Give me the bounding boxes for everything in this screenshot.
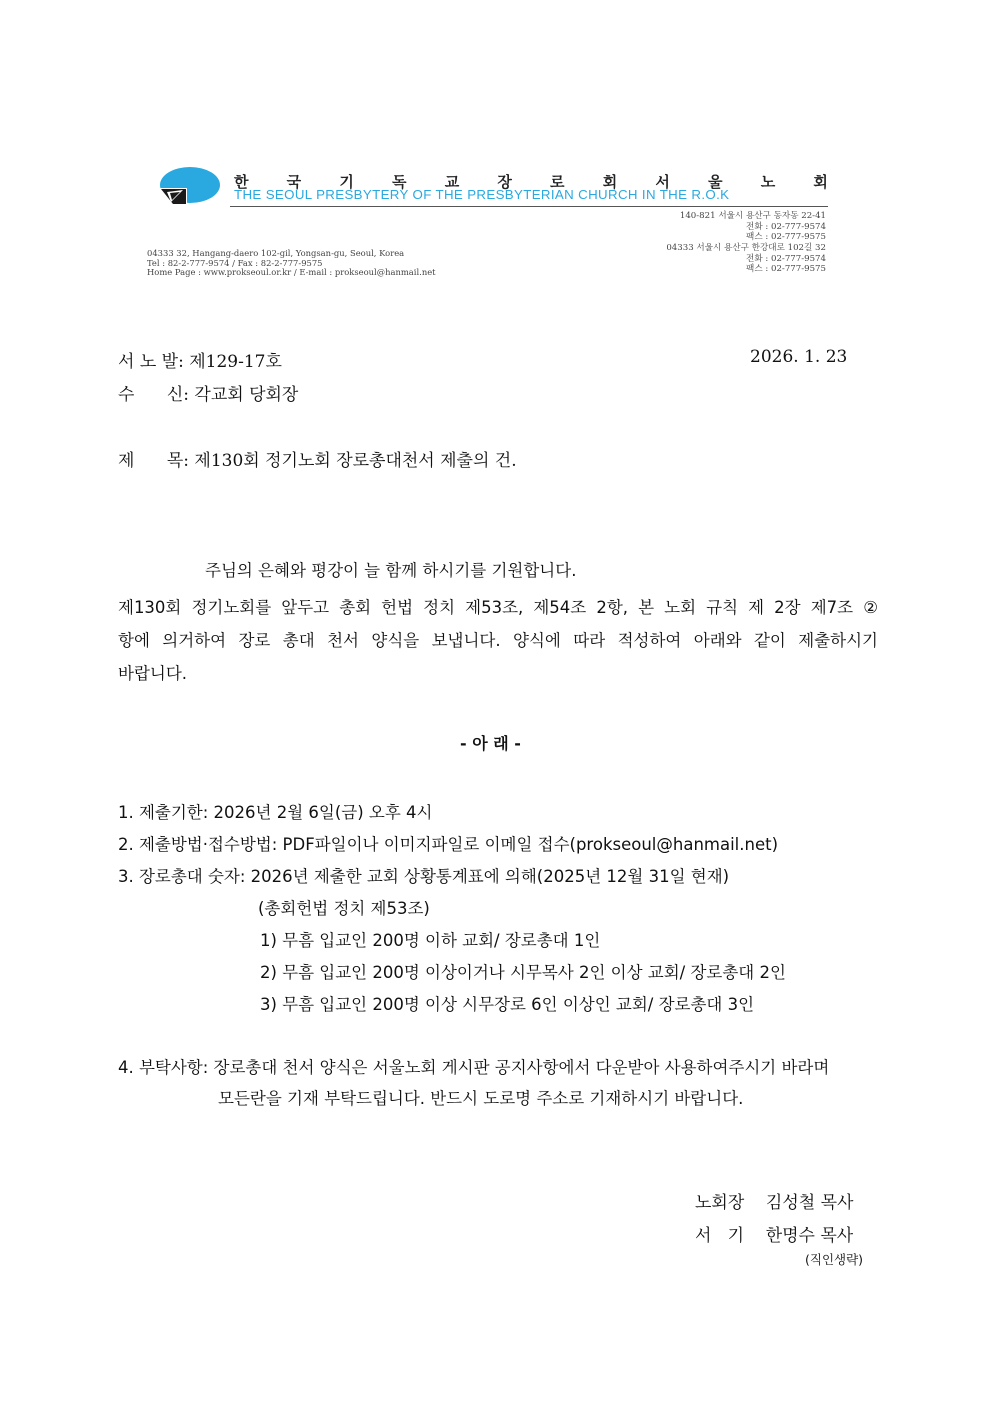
doc-date: 2026. 1. 23	[750, 347, 848, 367]
paragraph-line: 바랍니다.	[118, 664, 188, 683]
greeting: 주님의 은혜와 평강이 늘 함께 하시기를 기원합니다.	[205, 561, 577, 580]
subject-value: 제130회 정기노회 장로총대천서 제출의 건.	[194, 451, 517, 471]
title-char: 울	[708, 173, 723, 191]
presbytery-logo-icon	[157, 166, 221, 206]
subject-label: 제 목:	[118, 451, 189, 471]
title-char: 한	[234, 173, 249, 191]
new-address-block	[666, 243, 826, 275]
moderator-name: 김성철 목사	[765, 1193, 854, 1213]
letterhead-divider	[230, 206, 828, 207]
clerk-name: 한명수 목사	[765, 1226, 854, 1246]
english-address-block	[147, 249, 436, 278]
clerk-title: 서 기	[695, 1226, 745, 1246]
item-deadline: 1. 제출기한: 2026년 2월 6일(금) 오후 4시	[118, 803, 433, 822]
address-line: 04333 32, Hangang-daero 102-gil, Yongsan-gu, Seoul, Korea	[147, 248, 405, 258]
title-char: 교	[444, 173, 460, 191]
subject-row	[118, 446, 517, 471]
recipient-row	[118, 380, 298, 405]
doc-number-value: 제129-17호	[189, 352, 282, 372]
letterhead-title-english: THE SEOUL PRESBYTERY OF THE PRESBYTERIAN CHURCH IN THE R.O.K	[234, 187, 730, 202]
paragraph-line: 제130회 정기노회를 앞두고 총회 헌법 정치 제53조, 제54조 2항, 본 노회 규칙 제 2장 제7조 ②	[118, 598, 878, 617]
constitution-reference: (총회헌법 정치 제53조)	[258, 899, 430, 918]
item-request-line2: 모든란을 기재 부탁드립니다. 반드시 도로명 주소로 기재하시기 바랍니다.	[218, 1089, 744, 1108]
title-char: 로	[550, 173, 565, 191]
title-char: 장	[497, 173, 512, 191]
doc-number-label: 서 노 발:	[118, 352, 184, 372]
signature-clerk	[695, 1221, 853, 1246]
item-submission-method: 2. 제출방법·접수방법: PDF파일이나 이미지파일로 이메일 접수(prokseoul@hanmail.net)	[118, 835, 779, 854]
title-char: 기	[339, 173, 354, 191]
paragraph-line: 항에 의거하여 장로 총대 천서 양식을 보냅니다. 양식에 따라 적성하여 아래와 같이 제출하시기	[118, 631, 878, 650]
title-char: 회	[602, 173, 618, 191]
signature-moderator	[695, 1188, 853, 1213]
item-request-line1: 4. 부탁사항: 장로총대 천서 양식은 서울노회 게시판 공지사항에서 다운받아 사용하여주시기 바라며	[118, 1058, 830, 1077]
title-char: 독	[392, 173, 407, 191]
title-char: 회	[813, 173, 828, 191]
rule-item: 1) 무흠 입교인 200명 이하 교회/ 장로총대 1인	[260, 931, 601, 950]
seal-omitted-note: (직인생략)	[805, 1252, 864, 1267]
item-elder-count: 3. 장로총대 숫자: 2026년 제출한 교회 상황통계표에 의해(2025년 12월 31일 현재)	[118, 867, 730, 886]
title-char: 노	[760, 173, 776, 191]
moderator-title: 노회장	[695, 1193, 745, 1213]
address-line: 140-821 서울시 용산구 동자동 22-41	[679, 211, 826, 221]
homepage-email-line: Home Page : www.prokseoul.or.kr / E-mail : prokseoul@hanmail.net	[147, 267, 436, 277]
intro-paragraph	[118, 591, 878, 690]
rule-item: 3) 무흠 입교인 200명 이상 시무장로 6인 이상인 교회/ 장로총대 3인	[260, 995, 755, 1014]
fax-line: 팩스 : 02-777-9575	[746, 232, 826, 242]
recipient-value: 각교회 당회장	[194, 385, 299, 405]
title-char: 국	[286, 173, 302, 191]
recipient-label: 수 신:	[118, 385, 189, 405]
old-address-block	[680, 211, 826, 243]
phone-line: 전화 : 02-777-9574	[746, 221, 826, 232]
section-title: - 아 래 -	[460, 734, 521, 753]
tel-fax-line: Tel : 82-2-777-9574 / Fax : 82-2-777-9575	[147, 257, 323, 268]
phone-line: 전화 : 02-777-9574	[746, 253, 826, 264]
doc-number-row	[118, 347, 282, 372]
title-char: 서	[655, 173, 670, 191]
address-line: 04333 서울시 용산구 한강대로 102길 32	[666, 243, 826, 253]
rule-item: 2) 무흠 입교인 200명 이상이거나 시무목사 2인 이상 교회/ 장로총대 2인	[260, 963, 786, 982]
fax-line: 팩스 : 02-777-9575	[746, 264, 826, 274]
